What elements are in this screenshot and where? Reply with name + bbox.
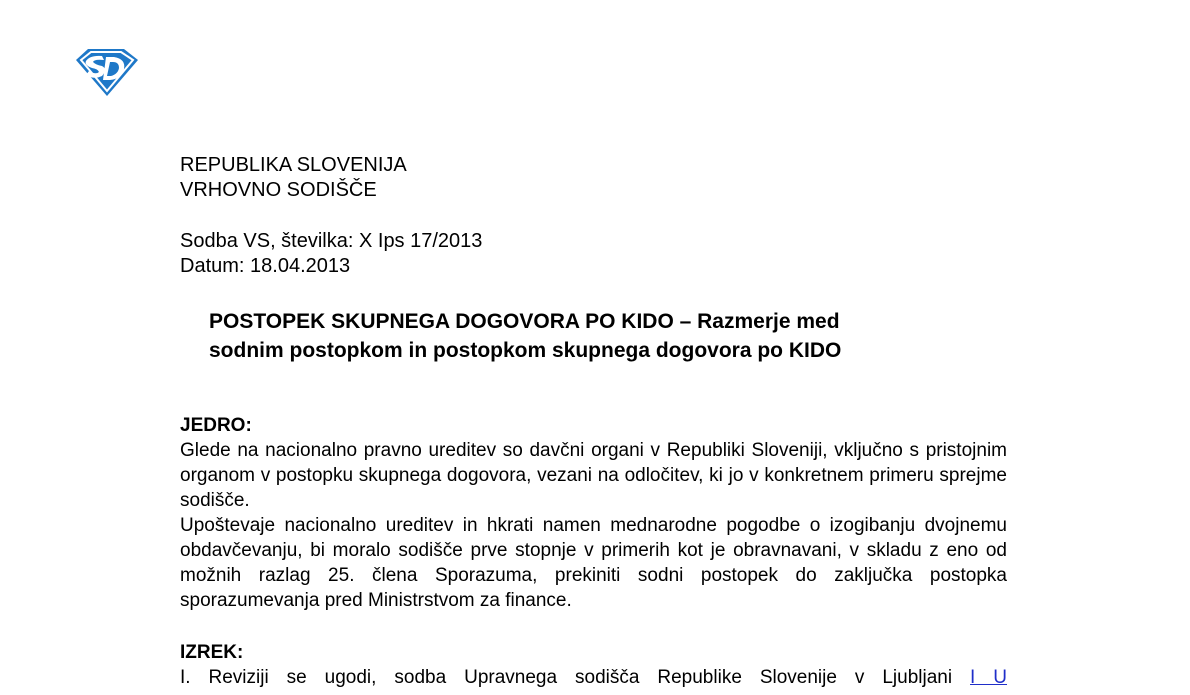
title-line-2: sodnim postopkom in postopkom skupnega dogovora po KIDO <box>209 339 842 362</box>
title-line-1: POSTOPEK SKUPNEGA DOGOVORA PO KIDO – Razmerje med <box>209 310 840 333</box>
court-name: VRHOVNO SODIŠČE <box>180 179 377 201</box>
jedro-paragraph-2: Upoštevaje nacionalno ureditev in hkrati namen mednarodne pogodbe o izogibanju dvojnemu obdavčevanju, bi moralo sodišče prve stopnje v primerih kot je obravnavani, v skladu z eno od možnih razlag 25. člena Sporazuma, prekiniti sodni postopek do zaključka postopka sporazumevanja pred Ministrstvom za finance. <box>180 515 1007 611</box>
izrek-text: I. Reviziji se ugodi, sodba Upravnega sodišča Republike Slovenije v Ljubljani <box>180 667 953 688</box>
document-title <box>209 307 1009 365</box>
izrek-section <box>180 640 1007 690</box>
jedro-paragraph-1: Glede na nacionalno pravno ureditev so davčni organi v Republiki Sloveniji, vključno s pristojnim organom v postopku skupnega dogovora, vezani na odločitev, ki jo v konkretnem primeru sprejme sodišče. <box>180 440 1007 511</box>
court-header <box>180 153 407 203</box>
case-info <box>180 229 482 279</box>
supreme-court-shield-logo-icon <box>72 46 140 98</box>
republic-name: REPUBLIKA SLOVENIJA <box>180 154 407 176</box>
case-number: Sodba VS, številka: X Ips 17/2013 <box>180 230 483 252</box>
supreme-court-logo <box>72 46 140 98</box>
izrek-paragraph <box>180 665 1007 690</box>
jedro-section <box>180 413 1007 613</box>
jedro-heading: JEDRO: <box>180 415 252 436</box>
izrek-heading: IZREK: <box>180 642 244 663</box>
case-reference-link[interactable]: I U <box>970 667 1008 688</box>
judgment-date: Datum: 18.04.2013 <box>180 255 351 277</box>
